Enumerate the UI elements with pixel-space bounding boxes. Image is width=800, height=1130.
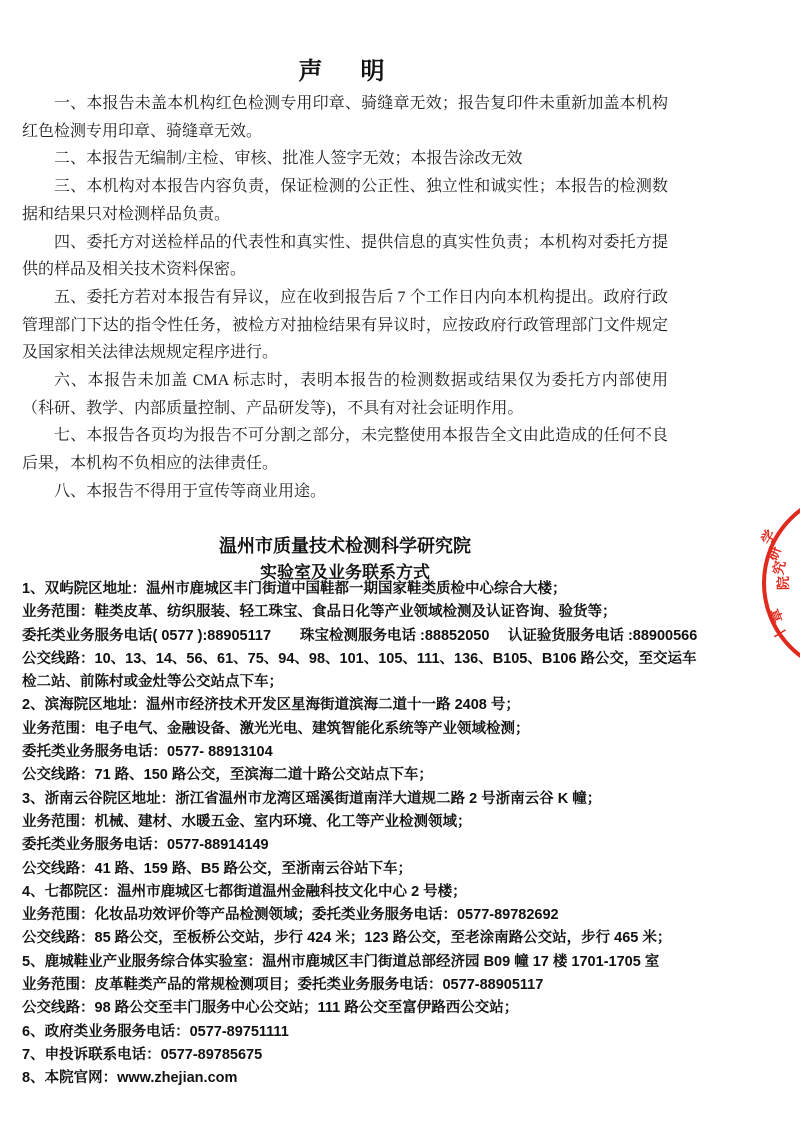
- stamp-partial-char: 章: [767, 605, 788, 625]
- contact-line: 4、七都院区：温州市鹿城区七都街道温州金融科技文化中心 2 号楼；: [22, 883, 467, 900]
- contact-line: 公交线路：98 路公交至丰门服务中心公交站；111 路公交至富伊路西公交站；: [22, 1000, 519, 1017]
- contact-line: 业务范围：鞋类皮革、纺织服装、轻工珠宝、食品日化等产业领域检测及认证咨询、验货等；: [22, 604, 617, 621]
- institute-subtitle: 实验室及业务联系方式: [260, 563, 430, 582]
- statement-4: 四、委托方对送检样品的代表性和真实性、提供信息的真实性负责；本机构对委托方提供的样品及相关技术资料保密。: [22, 233, 668, 279]
- statement-1: 一、本报告未盖本机构红色检测专用印章、骑缝章无效；报告复印件未重新加盖本机构红色检测专用印章、骑缝章无效。: [22, 95, 668, 140]
- statement-8: 八、本报告不得用于宣传等商业用途。: [54, 482, 327, 500]
- contact-line: 6、政府类业务服务电话：0577-89751111: [22, 1023, 289, 1040]
- contact-line: 3、浙南云谷院区地址：浙江省温州市龙湾区瑶溪街道南洋大道规二路 2 号浙南云谷 K 幢；: [22, 790, 602, 807]
- stamp-partial-char: 学: [759, 527, 780, 548]
- contact-line: 委托类业务服务电话：0577-88914149: [22, 837, 269, 854]
- contact-line: 5、鹿城鞋业产业服务综合体实验室：温州市鹿城区丰门街道总部经济园 B09 幢 17 楼 1701-1705 室: [22, 953, 660, 970]
- statement-3: 三、本机构对本报告内容负责，保证检测的公正性、独立性和诚实性；本报告的检测数据和结果只对检测样品负责。: [22, 178, 668, 223]
- contact-line: 1、双屿院区地址：温州市鹿城区丰门街道中国鞋都一期国家鞋类质检中心综合大楼；: [22, 581, 567, 597]
- contact-line: 公交线路：71 路、150 路公交，至滨海二道十路公交站点下车；: [22, 767, 433, 784]
- contact-line: 8、本院官网：www.zhejian.com: [22, 1070, 238, 1087]
- statement-6: 六、本报告未加盖 CMA 标志时，表明本报告的检测数据或结果仅为委托方内部使用（科研、教学、内部质量控制、产品研发等)，不具有对社会证明作用。: [22, 372, 668, 417]
- contact-line: 业务范围：机械、建材、水暖五金、室内环境、化工等产业检测领域；: [22, 813, 472, 830]
- contact-line: 业务范围：电子电气、金融设备、激光光电、建筑智能化系统等产业领域检测；: [22, 720, 530, 737]
- statement-5: 五、委托方若对本报告有异议，应在收到报告后 7 个工作日内向本机构提出。政府行政管理部门下达的指令性任务，被检方对抽检结果有异议时，应按政府行政管理部门文件规定及国家相关法律法规规定程序进行。: [22, 288, 668, 362]
- stamp-partial-char: 十: [771, 622, 792, 643]
- statement-7: 七、本报告各页均为报告不可分割之部分，未完整使用本报告全文由此造成的任何不良后果，本机构不负相应的法律责任。: [22, 427, 668, 473]
- contact-line: 业务范围：化妆品功效评价等产品检测领域；委托类业务服务电话：0577-89782692: [22, 907, 559, 924]
- contact-line: 公交线路：41 路、159 路、B5 路公交，至浙南云谷站下车；: [22, 860, 412, 877]
- stamp-partial-char: 院: [776, 575, 793, 591]
- contact-line: 委托类业务服务电话( 0577 ):88905117 珠宝检测服务电话 :88852050 认证验货服务电话 :88900566: [22, 627, 698, 644]
- contact-line: 业务范围：皮革鞋类产品的常规检测项目；委托类业务服务电话：0577-88905117: [22, 977, 544, 994]
- statements-block: [22, 90, 668, 506]
- contact-line: 检二站、前陈村或金灶等公交站点下车；: [22, 674, 283, 691]
- statement-2: 二、本报告无编制/主检、审核、批准人签字无效；本报告涂改无效: [54, 150, 523, 168]
- contact-line: 公交线路：85 路公交，至板桥公交站，步行 424 米；123 路公交，至老涂南路公交站，步行 465 米；: [22, 930, 672, 947]
- contact-line: 委托类业务服务电话：0577- 88913104: [22, 744, 273, 761]
- stamp-partial-char: 研: [766, 544, 785, 563]
- stamp-partial-char: 究: [771, 559, 790, 577]
- contact-line: 2、滨海院区地址：温州市经济技术开发区星海街道滨海二道十一路 2408 号；: [22, 697, 520, 714]
- contact-line: 公交线路：10、13、14、56、61、75、94、98、101、105、111、136、B105、B106 路公交，至交运车: [22, 650, 697, 667]
- contact-info-block: [22, 578, 742, 1091]
- institute-name: 温州市质量技术检测科学研究院: [219, 536, 471, 556]
- page-title: 声 明: [298, 59, 392, 85]
- contact-line: 7、申投诉联系电话：0577-89785675: [22, 1046, 263, 1063]
